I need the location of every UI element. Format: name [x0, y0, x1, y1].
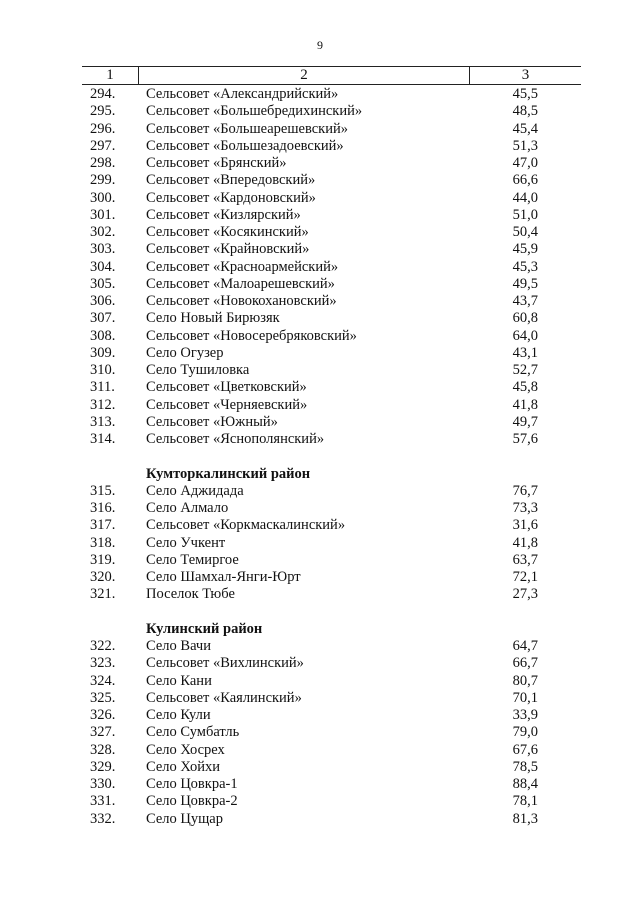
row-value: 41,8 [512, 534, 538, 551]
settlement-name: Сельсовет «Яснополянский» [146, 431, 325, 447]
settlement-name: Село Аджидада [146, 482, 244, 499]
settlement-name: Сельсовет «Малоарешевский» [146, 275, 335, 292]
row-value: 51,0 [512, 206, 538, 223]
table-row [0, 259, 640, 276]
table-row [0, 431, 640, 448]
settlement-name: Село Хойхи [146, 758, 220, 775]
table-row [0, 569, 640, 586]
row-value: 80,7 [512, 672, 538, 689]
table-row [0, 293, 640, 310]
settlement-name: Сельсовет «Новосеребряковский» [146, 327, 357, 344]
row-value: 45,9 [512, 241, 538, 258]
settlement-name: Сельсовет «Косякинский» [146, 224, 309, 240]
table-row [0, 86, 640, 103]
row-value: 73,3 [512, 500, 538, 516]
row-value: 76,7 [512, 482, 538, 499]
row-number: 330. [90, 776, 116, 792]
settlement-name: Сельсовет «Каялинский» [146, 689, 302, 706]
settlement-name: Сельсовет «Вихлинский» [146, 655, 304, 672]
settlement-name: Село Сумбатль [146, 724, 240, 741]
settlement-name: Село Цущар [146, 810, 223, 827]
settlement-name: Сельсовет «Большеарешевский» [146, 120, 348, 137]
table-row [0, 207, 640, 224]
row-value: 49,7 [512, 413, 538, 430]
row-number: 328. [90, 741, 116, 758]
row-number: 310. [90, 362, 116, 378]
settlement-name: Село Темиргое [146, 551, 239, 568]
row-value: 41,8 [512, 396, 538, 413]
settlement-name: Сельсовет «Впередовский» [146, 172, 316, 189]
spacer-row [0, 604, 640, 621]
row-value: 45,4 [512, 120, 538, 137]
row-value: 31,6 [512, 517, 538, 534]
row-value: 81,3 [512, 810, 538, 827]
row-value: 52,7 [512, 362, 538, 378]
settlement-name: Поселок Тюбе [146, 586, 235, 603]
row-number: 303. [90, 241, 116, 258]
table-row [0, 759, 640, 776]
district-name: Кулинский район [146, 620, 263, 637]
table-row [0, 500, 640, 517]
row-number: 320. [90, 569, 116, 585]
table-row [0, 673, 640, 690]
table-row [0, 690, 640, 707]
settlement-name: Село Шамхал-Янги-Юрт [146, 569, 301, 585]
row-number: 329. [90, 758, 116, 775]
row-number: 298. [90, 155, 116, 171]
settlement-name: Село Вачи [146, 638, 211, 654]
row-value: 60,8 [512, 310, 538, 327]
settlement-name: Село Хосрех [146, 741, 225, 758]
page-number: 9 [317, 38, 323, 52]
row-number: 326. [90, 707, 116, 723]
row-value: 63,7 [512, 551, 538, 568]
row-number: 304. [90, 258, 116, 275]
row-number: 308. [90, 327, 116, 344]
table-row [0, 638, 640, 655]
settlement-name: Село Огузер [146, 344, 224, 361]
row-number: 296. [90, 120, 116, 137]
spacer-row [0, 448, 640, 465]
row-value: 45,5 [512, 86, 538, 102]
table-row [0, 362, 640, 379]
row-number: 318. [90, 534, 116, 551]
settlement-name: Село Алмало [146, 500, 229, 516]
settlement-name: Село Тушиловка [146, 362, 250, 378]
table-row [0, 535, 640, 552]
row-value: 78,5 [512, 758, 538, 775]
row-value: 72,1 [512, 569, 538, 585]
row-number: 315. [90, 482, 116, 499]
table-row [0, 483, 640, 500]
row-number: 317. [90, 517, 116, 534]
row-number: 299. [90, 172, 116, 189]
row-number: 306. [90, 293, 116, 309]
row-number: 309. [90, 344, 116, 361]
row-number: 302. [90, 224, 116, 240]
row-value: 67,6 [512, 741, 538, 758]
row-value: 43,1 [512, 344, 538, 361]
table-row [0, 276, 640, 293]
settlement-name: Сельсовет «Цветковский» [146, 379, 307, 396]
row-number: 322. [90, 638, 116, 654]
row-value: 44,0 [512, 189, 538, 206]
table-row [0, 172, 640, 189]
row-value: 57,6 [512, 431, 538, 447]
settlement-name: Село Учкент [146, 534, 226, 551]
table-row [0, 103, 640, 120]
row-number: 316. [90, 500, 116, 516]
table-row [0, 414, 640, 431]
table-row [0, 517, 640, 534]
row-number: 314. [90, 431, 116, 447]
row-value: 78,1 [512, 793, 538, 810]
table-row [0, 586, 640, 603]
row-number: 297. [90, 137, 116, 154]
table-row [0, 328, 640, 345]
header-col-2: 2 [139, 67, 470, 84]
row-number: 311. [90, 379, 115, 396]
table-header [82, 66, 581, 85]
settlement-name: Сельсовет «Кардоновский» [146, 189, 316, 206]
table-row [0, 397, 640, 414]
district-heading [0, 621, 640, 638]
row-number: 305. [90, 275, 116, 292]
header-col-1: 1 [82, 67, 139, 84]
row-number: 331. [90, 793, 116, 810]
table-row [0, 724, 640, 741]
table-row [0, 138, 640, 155]
table-row [0, 552, 640, 569]
row-number: 312. [90, 396, 116, 413]
table-row [0, 310, 640, 327]
row-value: 47,0 [512, 155, 538, 171]
settlement-name: Сельсовет «Новокохановский» [146, 293, 337, 309]
row-value: 64,7 [512, 638, 538, 654]
settlement-name: Сельсовет «Коркмаскалинский» [146, 517, 346, 534]
row-number: 332. [90, 810, 116, 827]
table-row [0, 224, 640, 241]
row-value: 66,7 [512, 655, 538, 672]
table-row [0, 776, 640, 793]
table-row [0, 379, 640, 396]
row-number: 323. [90, 655, 116, 672]
settlement-name: Село Цовкра-1 [146, 776, 238, 792]
row-number: 319. [90, 551, 116, 568]
row-number: 294. [90, 86, 116, 102]
settlement-name: Сельсовет «Большезадоевский» [146, 137, 344, 154]
row-value: 79,0 [512, 724, 538, 741]
settlement-name: Село Кули [146, 707, 211, 723]
row-value: 33,9 [512, 707, 538, 723]
settlement-name: Сельсовет «Черняевский» [146, 396, 308, 413]
settlement-name: Сельсовет «Большебредихинский» [146, 103, 363, 120]
row-number: 300. [90, 189, 116, 206]
row-value: 88,4 [512, 776, 538, 792]
table-row [0, 190, 640, 207]
row-number: 324. [90, 672, 116, 689]
settlement-name: Сельсовет «Южный» [146, 413, 278, 430]
settlement-name: Село Кани [146, 672, 212, 689]
district-heading [0, 466, 640, 483]
settlement-name: Село Цовкра-2 [146, 793, 238, 810]
row-number: 325. [90, 689, 116, 706]
row-value: 64,0 [512, 327, 538, 344]
table-row [0, 707, 640, 724]
row-value: 50,4 [512, 224, 538, 240]
settlement-name: Сельсовет «Александрийский» [146, 86, 339, 102]
row-value: 43,7 [512, 293, 538, 309]
header-col-3: 3 [521, 67, 530, 83]
table-row [0, 811, 640, 828]
table-row [0, 241, 640, 258]
table-body [0, 86, 640, 828]
table-row [0, 742, 640, 759]
row-number: 313. [90, 413, 116, 430]
table-row [0, 345, 640, 362]
row-value: 48,5 [512, 103, 538, 120]
table-row [0, 793, 640, 810]
row-number: 301. [90, 206, 116, 223]
row-value: 51,3 [512, 137, 538, 154]
row-number: 295. [90, 103, 116, 120]
table-row [0, 155, 640, 172]
row-number: 307. [90, 310, 116, 327]
settlement-name: Сельсовет «Кизлярский» [146, 206, 301, 223]
settlement-name: Село Новый Бирюзяк [146, 310, 280, 327]
district-name: Кумторкалинский район [146, 465, 311, 482]
row-number: 321. [90, 586, 116, 603]
row-value: 27,3 [512, 586, 538, 603]
row-value: 70,1 [512, 689, 538, 706]
row-value: 45,3 [512, 258, 538, 275]
settlement-name: Сельсовет «Брянский» [146, 155, 287, 171]
row-value: 49,5 [512, 275, 538, 292]
row-number: 327. [90, 724, 116, 741]
table-row [0, 655, 640, 672]
row-value: 66,6 [512, 172, 538, 189]
settlement-name: Сельсовет «Крайновский» [146, 241, 310, 258]
table-row [0, 121, 640, 138]
row-value: 45,8 [512, 379, 538, 396]
settlement-name: Сельсовет «Красноармейский» [146, 258, 339, 275]
